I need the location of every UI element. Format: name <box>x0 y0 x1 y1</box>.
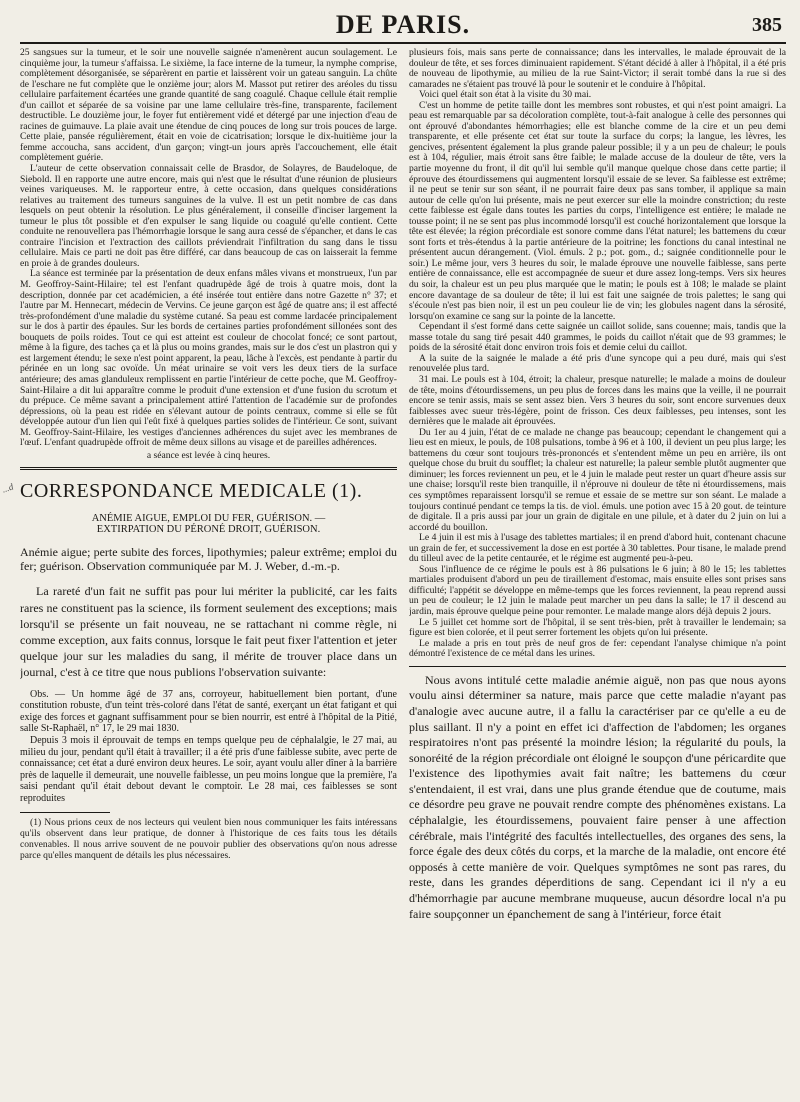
article-intro: La rareté d'un fait ne suffit pas pour lui mériter la publicité, car les faits rares ne constituent pas la science, ils forment seulement des exceptions; mais lorsqu'il se présente un fait nouveau, ne se rattachant ni comme règle, ni comme exception, aux faits connus, lorsque le fait peut fixer l'attention et jeter quelque jour sur les maladies du sang, il mérite de trouver place dans un journal, c'est à ce titre que nous publions l'observation suivante: <box>20 584 397 680</box>
paragraph: 31 mai. Le pouls est à 104, étroit; la chaleur, presque naturelle; le malade a moins de douleur de tête, moins d'étourdissemens, un peu plus de forces dans les mains que la veille, il ne pourrait encore se tenir assis, mais se sent assez bien. Vers 3 heures du soir, sont encore survenues deux faiblesses avec sueur très-légère, point de frisson. Ces deux faiblesses, peu intenses, sont les dernières que le malade ait éprouvées. <box>409 373 786 428</box>
paragraph-divider <box>409 666 786 667</box>
paragraph: Le 5 juillet cet homme sort de l'hôpital, il se sent très-bien, prêt à travailler le lendemain; sa figure est bien colorée, et il peut serrer fortement les objets qu'on lui présente. <box>409 616 786 639</box>
paragraph: A la suite de la saignée le malade a été pris d'une syncope qui a peu duré, mais qui s'est renouvelée plus tard. <box>409 352 786 375</box>
margin-annotation: ...d <box>0 481 15 495</box>
article-subtitle: ANÉMIE AIGUE, EMPLOI DU FER, GUÉRISON. — <box>91 513 326 525</box>
paragraph: Sous l'influence de ce régime le pouls est à 86 pulsations le 6 juin; à 80 le 15; les tablettes martiales produisent d'abord un peu de tiraillement d'estomac, mais ensuite elles sont prises sans difficulté; l'appétit se développe en même-temps que les forces reviennent, la peau reprend aussi un peu de couleur; le 12 juin le malade peut marcher un peu dans la salle; le 17 il descend au jardin, mais éprouve quelque peine pour remonter. Le malade mange alors déjà depuis 2 jours. <box>409 563 786 617</box>
article-abstract: Anémie aigue; perte subite des forces, lipothymies; paleur extrême; emploi du fer; guérison. Observation communiquée par M. J. Weber, d.-m.-p. <box>20 545 397 574</box>
paragraph: Du 1er au 4 juin, l'état de ce malade ne change pas beaucoup; cependant le changement qui a lieu est en mieux, le pouls, de 108 pulsations, tombe à 96 et à 100, il devient un peu plus large; les battemens du cœur sont toujours très-prononcés et s'entendent même un peu en arrière, ils ont quelque chose du bruit du soufflet; la chaleur est naturelle; la paleur semble plutôt augmenter que diminuer; les forces reviennent un peu, et le 4 juin le malade peut rester un quart d'heure assis sur une chaise; lorsqu'il reste bien tranquille, il n'éprouve ni douleur de tête ni étourdissemens, mais ces symptômes reparaissent lorsqu'il se remue et essaie de se mettre sur son séant. Le malade a toujours continué pendant ce temps la tis. de viol. émuls. une potion avec 15 à 20 gout. de teinture de digitale. Il a pris aussi par jour un grain de digitale en une pilule, et à dater du 2 juin on lui a accordé du bouillon. <box>409 426 786 533</box>
paragraph: Voici quel était son état à la visite du 30 mai. <box>419 89 592 101</box>
paragraph: Le 4 juin il est mis à l'usage des tablettes martiales; il en prend d'abord huit, contenant chacune un grain de fer, et successivement la dose en est portée à 30 tablettes. Pour tisane, le malade prend du tilleul avec de la petite centaurée, et le régime est augmenté peu-à-peu. <box>409 532 786 565</box>
section-divider <box>20 467 397 470</box>
right-column <box>409 48 786 1098</box>
case-paragraph: Depuis 3 mois il éprouvait de temps en temps quelque peu de céphalalgie, le 27 mai, au milieu du jour, pendant qu'il était à travailler; il a été pris d'une faiblesse subite, avec perte de connaissance; cet état a duré environ deux heures. Le soir, ayant voulu aller dîner à la barrière près de laquelle il demeurait, une nouvelle faiblesse, un peu moins longue que la première, l'a saisi pendant qu'il était debout devant le comptoir. Le 28 mai, ces faiblesses se sont reproduites <box>20 734 397 804</box>
running-title: DE PARIS. <box>335 10 471 39</box>
paragraph: La séance est terminée par la présentation de deux enfans mâles vivans et monstrueux, l'un par M. Geoffroy-Saint-Hilaire; tel est l'enfant quadrupède âgé de trois à quatre mois, dont la description, donnée par cet académicien, a été insérée tout entière dans notre Gazette n° 37; et l'autre par M. Hennecart, médecin de Vervins. Ce jeune garçon est âgé de quatre ans; il est affecté très-profondément d'une maladie du système cutané. Sa peau est comme lardacée principalement sur le dos à partir des épaules. Sur les bords de certaines parties profondément sillonées sont des bouquets de poils roides. Tout ce qui est atteint est couleur de chocolat foncé; ce sont partout, même à la figure, des taches ça et là plus ou moins grandes, mais sur le dos c'est un plastron qui y est largement étendu; le sexe n'est point apparent, la peau, lâche à l'excès, est pendante à partir du périnée en un long sac ovoïde. Un méat urinaire se voit vers les deux tiers de la surface antérieure; des amas glanduleux remplissent en partie l'intérieur de cette poche, que M. Geoffroy-Saint-Hilaire a dit lui apparaître comme le produit d'une extension et d'une fusion du scrotum et du prépuce. Ce même savant a principalement attiré l'attention de l'académie sur de profondes dépressions, où la peau est ridée en s'élevant autour de points centraux, comme si elle se fût développée autour d'un lien qui l'eût fixé à quelques parties solides de l'intérieur. Ce sont, suivant M. Geoffroy-Saint-Hilaire, les vestiges d'anciennes adhérences du sujet avec les membranes de l'œuf. L'enfant quadrupède offroit de même deux sillons au visage et de pareilles adhérences. <box>20 268 397 449</box>
paragraph: plusieurs fois, mais sans perte de connaissance; dans les intervalles, le malade éprouvait de la douleur de tête, et ses forces diminuaient rapidement. S'étant décidé à aller à l'hôpital, il a été pris de nouveau de lipothymie, au milieu de la rue Saint-Victor; il serait tombé dans la rue si des camarades ne s'étaient pas trouvé là pour le soutenir et le conduire à l'hôpital. <box>409 48 786 90</box>
meeting-close: a séance est levée à cinq heures. <box>146 449 271 461</box>
paragraph: Le malade a pris en tout près de neuf gros de fer: cependant l'analyse chimique n'a point démontré l'existence de ce métal dans les urines. <box>409 637 786 660</box>
article-subtitle: EXTIRPATION DU PÉRONÉ DROIT, GUÉRISON. <box>96 524 321 536</box>
footnote: (1) Nous prions ceux de nos lecteurs qui veulent bien nous communiquer les faits intéressans qu'ils observent dans leur pratique, de donner à l'historique de ces faits tous les détails convenables. Il nous arrive souvent de ne pouvoir publier des observations qu'on nous adresse parce qu'elles manquent de détails les plus nécessaires. <box>20 817 397 862</box>
article-title: CORRESPONDANCE MEDICALE (1). <box>20 480 363 503</box>
case-paragraph: Obs. — Un homme âgé de 37 ans, corroyeur, habituellement bien portant, d'une constitution robuste, d'un teint très-coloré dans l'état de santé, exerçant un état fatigant et qui exige des forces et gagnant suffisamment pour se bien nourrir, est entré à l'hôpital de la Pitié, salle St-Raphaël, n° 17, le 29 mai 1830. <box>20 688 397 735</box>
left-column <box>20 48 397 1098</box>
page-header <box>20 8 786 44</box>
discussion-paragraph: Nous avons intitulé cette maladie anémie aiguë, non pas que nous ayons voulu ainsi déterminer sa nature, mais parce que cette maladie n'ayant pas d'analogie avec aucune autre, il a fallu la caractériser par ce qu'elle a eu de plus saillant. Il n'y a point en effet ici d'affection de l'abdomen; les organes respiratoires n'ont pas présenté la moindre lésion; la régularité du pouls, la sonoréité de la région précordiale ont éloigné le soupçon d'une péricardite que l'existence des lipothymies avait fait naître; les battemens du cœur s'entendaient, il est vrai, dans une plus grande étendue que de coutume, mais ce désordre peu grave ne pouvait rendre compte des phénomènes existans. La céphalalgie, les étourdissemens, pouvaient faire penser à une affection cérébrale, mais l'intégrité des facultés intellectuelles, des organes des sens, la force égale des deux côtés du corps, et la marche de la maladie, ont encore été opposés à cette manière de voir. Quelques symptômes ne sont pas rares, du reste, dans les grandes déperditions de sang. Cependant ici il n'y a eu d'hémorrhagie par aucune membrane muqueuse, aucun désordre local n'a pu faire soupçonner un épanchement de sang à l'intérieur, force était <box>409 672 786 921</box>
paragraph: C'est un homme de petite taille dont les membres sont robustes, et qui n'est point amaigri. La peau est remarquable par sa décoloration complète, tout-à-fait analogue à celle des personnes qui ont éprouvé d'abondantes hémorrhagies; elle est blanche comme de la cire et un peu demi transparente, et elle présente cet état sur toute la surface du corps; la langue, les lèvres, les gencives, présentent également la plus grande paleur possible; il y a un peu de chaleur; le pouls est à 104, régulier, mais étroit sans être faible; le malade accuse de la douleur de tête, vers la partie moyenne du front, il dit qu'il lui semble qu'il manque quelque chose dans cette partie; il éprouve des étourdissemens qui augmentent lorsqu'il essaie de se lever. Sa faiblesse est extrême; il ne peut se tenir sur son séant, il ne pourrait faire deux pas sans tomber, il applique sa main autour de celle qu'on lui présente, mais ne peut exercer sur elle la moindre constriction; du reste cette faiblesse est égale dans toutes les parties du corps, l'intelligence est entière; le malade ne tousse point; il ne se sent pas plus incommodé lorsqu'il est couché horizontalement que lorsque la tête est élevée; la région précordiale est sonore comme dans l'état naturel; les battemens du cœur sont forts et très-étendus à la partie antérieure de la poitrine; les fonctions du canal intestinal ne présentent aucun dérangement. (Viol. émuls. 2 p.; pot. gom., d.; saignée conditionnelle pour le soir.) Le même jour, vers 3 heures du soir, le malade éprouve une nouvelle faiblesse, sans perte entière de connaissance, elle est accompagnée de sueur et dure assez long-temps. Vers six heures du soir, la chaleur est un peu plus marquée que le matin; le pouls est à 108; le malade se plaint encore davantage de sa douleur de tête; il lui est fait une saignée de trois palettes; le sang qui s'écoule n'est pas bien noir, il est un peu couleur lie de vin; les globules nagent dans la sérosité, lorsqu'on examine ce sang sur la pointe de la lancette. <box>409 99 786 322</box>
two-column-body <box>20 48 786 1098</box>
paragraph: 25 sangsues sur la tumeur, et le soir une nouvelle saignée n'amenèrent aucun soulagement. Le cinquième jour, la tumeur s'affaissa. Le sixième, la face interne de la tumeur, la nymphe comprise, complètement désorganisée, se séparèrent en partie et laissèrent voir un gateau sanguin. La chûte de l'eschare ne fut complète que le onzième jour; alors M. Massot put retirer des aréoles du tissu cellulaire parfaitement écartées une grande quantité de sang coagulé. Chaque cellule était remplie d'un caillot et séparée de sa voisine par une lame cellulaire très-fine, transparente, facilement destructible. Le douzième jour, le foyer fut entièrement vidé et détergé par une injection d'eau de racines de guimauve. La plaie avait une étendue de cinq pouces de long sur trois pouces de large. Cette plaie, pansée régulièrement, était en voie de cicatrisation; lorsque le dix-huitième jour la femme accoucha, sans accident, d'un garçon; vingt-un jours après l'accouchement, elle était complètement guérie. <box>20 48 397 164</box>
paragraph: Cependant il s'est formé dans cette saignée un caillot solide, sans couenne; mais, tandis que la masse totale du sang tiré pesait 440 grammes, le poids du caillot n'était que de 93 grammes; le poids de la sérosité était donc environ trois fois et demie celui du caillot. <box>409 321 786 354</box>
page-number: 385 <box>752 14 782 36</box>
paragraph: L'auteur de cette observation connaissait celle de Brasdor, de Solayres, de Baudeloque, de Siebold. Il en rapporte une autre encore, mais qui n'est que le résultat d'une réunion de plusieurs veines variqueuses. M. le rapporteur entre, à cette occasion, dans quelques considérations relatives au traitement des tumeurs sanguines de la vulve. Il est un petit nombre de cas dans lesquels on peut obtenir la résolution. Le plus généralement, il conseille d'inciser largement la tumeur le plus tôt possible et d'en expulser le sang liquide ou coagulé qu'elle contient. Cette conduite ne renouvellera pas l'hémorrhagie lorsque le sang aura cessé de s'épancher, et dans le cas contraire l'incision et l'extraction des caillots préviendrait l'infiltration du sang dans le tissu cellulaire. Mais ce parti ne doit pas être différé, car dans beaucoup de cas on laisserait la femme en proie à de grandes douleurs. <box>20 163 397 269</box>
footnote-divider <box>20 812 110 813</box>
